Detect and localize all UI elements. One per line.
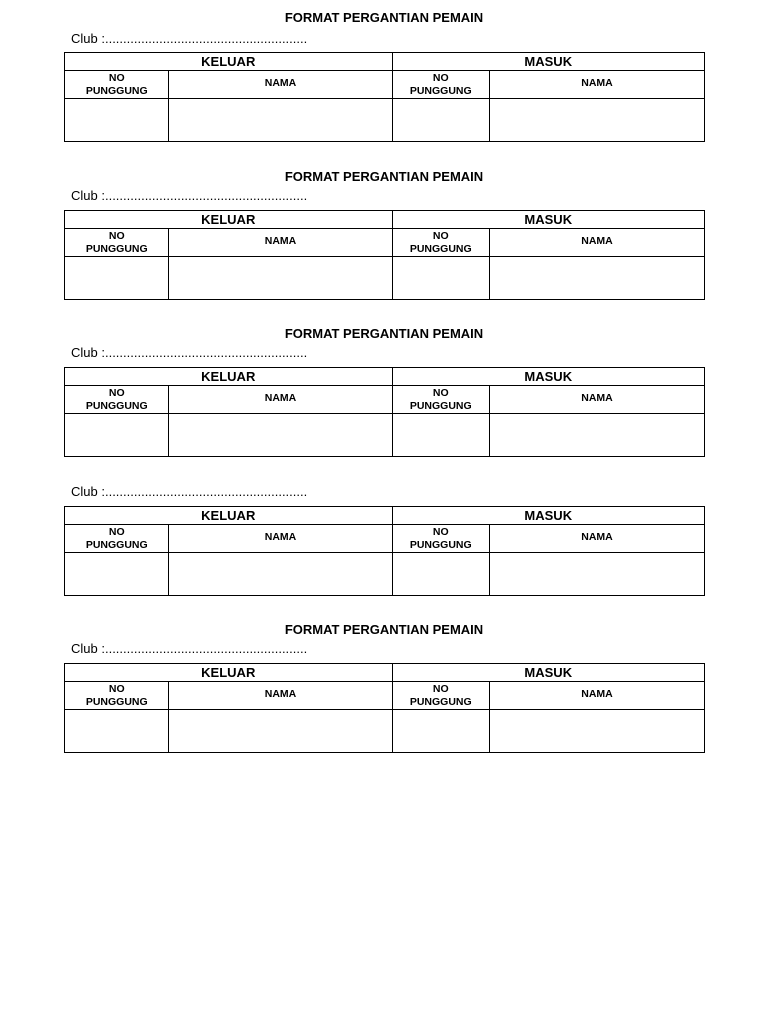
club-label: Club : [71,31,105,46]
keluar-nama-cell[interactable] [169,257,392,300]
masuk-nama-header [489,682,704,710]
masuk-no-punggung-header [392,525,489,553]
masuk-nama-cell[interactable] [489,710,704,753]
form-title: FORMAT PERGANTIAN PEMAIN [284,326,484,341]
keluar-no-cell[interactable] [65,553,169,596]
club-label: Club : [71,188,105,203]
club-dots: ........................................................ [104,345,308,360]
punggung-label: PUNGGUNG [85,242,148,255]
masuk-no-punggung-header [392,71,489,99]
no-label: NO [432,682,449,695]
masuk-header: MASUK [392,507,704,525]
club-dots: ........................................................ [104,641,308,656]
club-field[interactable] [71,641,307,657]
masuk-header: MASUK [392,53,704,71]
masuk-nama-cell[interactable] [489,257,704,300]
substitution-table [64,663,705,753]
masuk-header: MASUK [392,211,704,229]
nama-label: NAMA [581,531,613,543]
masuk-no-punggung-header [392,386,489,414]
nama-label: NAMA [581,77,613,89]
nama-label: NAMA [264,531,297,543]
masuk-no-punggung-header [392,229,489,257]
masuk-nama-header [489,71,704,99]
club-dots: ........................................................ [104,188,308,203]
club-field[interactable] [71,484,307,500]
keluar-no-punggung-header [65,386,169,414]
masuk-nama-cell[interactable] [489,414,704,457]
club-dots: ........................................................ [104,31,308,46]
club-label: Club : [71,345,105,360]
keluar-no-punggung-header [65,229,169,257]
keluar-nama-header [169,525,392,553]
keluar-header: KELUAR [65,368,393,386]
keluar-no-punggung-header [65,71,169,99]
keluar-nama-header [169,229,392,257]
masuk-header: MASUK [392,664,704,682]
nama-label: NAMA [264,77,297,89]
punggung-label: PUNGGUNG [85,84,148,97]
nama-label: NAMA [264,392,297,404]
punggung-label: PUNGGUNG [85,538,148,551]
punggung-label: PUNGGUNG [409,538,472,551]
masuk-nama-cell[interactable] [489,99,704,142]
masuk-no-cell[interactable] [392,414,489,457]
masuk-no-cell[interactable] [392,553,489,596]
keluar-nama-cell[interactable] [169,710,392,753]
keluar-header: KELUAR [65,507,393,525]
club-field[interactable] [71,345,307,361]
keluar-no-cell[interactable] [65,710,169,753]
punggung-label: PUNGGUNG [85,695,148,708]
no-label: NO [432,386,449,399]
club-field[interactable] [71,188,307,204]
no-label: NO [108,682,125,695]
substitution-table [64,52,705,142]
masuk-nama-header [489,386,704,414]
masuk-header: MASUK [392,368,704,386]
keluar-nama-cell[interactable] [169,414,392,457]
masuk-no-cell[interactable] [392,99,489,142]
nama-label: NAMA [581,392,613,404]
no-label: NO [432,229,449,242]
substitution-table [64,367,705,457]
punggung-label: PUNGGUNG [409,695,472,708]
masuk-no-cell[interactable] [392,710,489,753]
club-label: Club : [71,484,105,499]
punggung-label: PUNGGUNG [409,242,472,255]
keluar-no-cell[interactable] [65,414,169,457]
keluar-no-punggung-header [65,525,169,553]
masuk-no-cell[interactable] [392,257,489,300]
keluar-no-punggung-header [65,682,169,710]
form-title: FORMAT PERGANTIAN PEMAIN [284,169,484,184]
form-title: FORMAT PERGANTIAN PEMAIN [284,622,484,637]
keluar-no-cell[interactable] [65,99,169,142]
no-label: NO [108,386,125,399]
punggung-label: PUNGGUNG [409,399,472,412]
nama-label: NAMA [264,688,297,700]
masuk-nama-header [489,229,704,257]
keluar-no-cell[interactable] [65,257,169,300]
punggung-label: PUNGGUNG [85,399,148,412]
keluar-nama-cell[interactable] [169,553,392,596]
substitution-table [64,506,705,596]
nama-label: NAMA [581,688,613,700]
substitution-table [64,210,705,300]
keluar-header: KELUAR [65,664,393,682]
no-label: NO [432,71,449,84]
no-label: NO [108,525,125,538]
form-title: FORMAT PERGANTIAN PEMAIN [284,10,484,25]
keluar-nama-header [169,71,392,99]
keluar-header: KELUAR [65,211,393,229]
no-label: NO [432,525,449,538]
punggung-label: PUNGGUNG [409,84,472,97]
club-field[interactable] [71,31,307,47]
nama-label: NAMA [581,235,613,247]
keluar-nama-header [169,682,392,710]
masuk-nama-header [489,525,704,553]
club-label: Club : [71,641,105,656]
keluar-header: KELUAR [65,53,393,71]
nama-label: NAMA [264,235,297,247]
keluar-nama-cell[interactable] [169,99,392,142]
no-label: NO [108,229,125,242]
club-dots: ........................................................ [104,484,308,499]
masuk-no-punggung-header [392,682,489,710]
masuk-nama-cell[interactable] [489,553,704,596]
keluar-nama-header [169,386,392,414]
no-label: NO [108,71,125,84]
